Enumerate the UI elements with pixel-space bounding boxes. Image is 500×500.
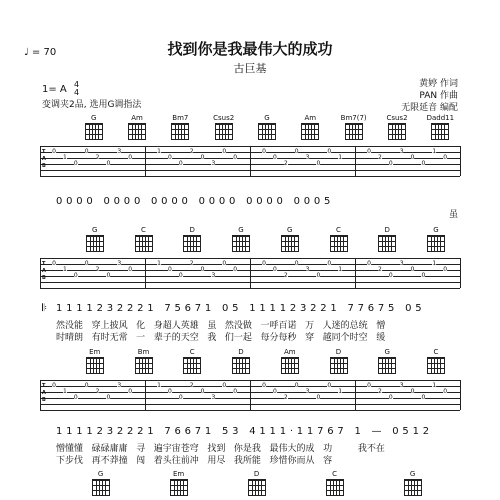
chord-name: D [335, 348, 342, 356]
fret-number: 0 [410, 154, 415, 161]
fret-number: 0 [327, 382, 332, 389]
chord-name: Em [172, 470, 185, 478]
chord-name: Am [283, 348, 296, 356]
fret-number: 0 [272, 154, 277, 161]
chord-diagram [427, 235, 445, 252]
system-1-rest-line: 0 0 0 0 0 0 0 0 0 0 0 0 0 0 0 0 0 0 0 0 0 0 0 5 [56, 196, 331, 207]
artist-name: 古巨基 [233, 62, 267, 75]
fret-number: 0 [84, 148, 89, 155]
bar-line [250, 146, 251, 176]
chord-name: G [90, 114, 97, 122]
tab-string-line [40, 176, 460, 177]
chord-name: C [433, 348, 439, 356]
system-2-lyrics-verse-1: 然没能 穿上披风 化 身超人英雄 虽 然没做 一呼百诺 万 人迷的总统 憎 [56, 321, 386, 331]
fret-number: 0 [294, 382, 299, 389]
fret-number: 0 [178, 160, 183, 167]
fret-number: 2 [377, 266, 382, 273]
bar-line [145, 146, 146, 176]
composer-credit: PAN 作曲 [419, 91, 458, 101]
tab-clef: T A B [42, 261, 46, 281]
bar-line [355, 380, 356, 410]
fret-number: 0 [316, 394, 321, 401]
chord-diagram [128, 123, 146, 140]
fret-number: 2 [377, 388, 382, 395]
chord-name: D [384, 226, 390, 234]
chord-name: Bm [137, 348, 150, 356]
fret-number: 2 [95, 154, 100, 161]
chord-diagram [248, 479, 266, 496]
chord-name: C [336, 226, 341, 234]
fret-number: 1 [432, 382, 437, 389]
fret-number: 2 [95, 266, 100, 273]
system-2-notes: 1 1 1 1 2 3 2 2 2 1 7 5 6 7 1 0 5 1 1 1 1 2 3 2 2 1 7 7 6 7 5 0 5 [56, 303, 422, 314]
fret-number: 0 [262, 382, 266, 389]
fret-number: 0 [52, 260, 56, 267]
fret-number: 0 [106, 394, 111, 401]
fret-number: 2 [283, 160, 288, 167]
fret-number: 0 [233, 388, 238, 395]
fret-number: 2 [283, 394, 288, 401]
fret-number: 0 [388, 160, 393, 167]
chord-diagram [378, 357, 396, 374]
fret-number: 1 [338, 266, 343, 273]
fret-number: 3 [305, 388, 310, 395]
fret-number: 0 [421, 272, 426, 279]
fret-number: 0 [367, 148, 371, 155]
fret-number: 0 [388, 394, 393, 401]
fret-number: 0 [106, 160, 111, 167]
chord-diagram [92, 479, 110, 496]
fret-number: 1 [157, 382, 161, 389]
chord-name: Em [89, 348, 101, 356]
fret-number: 0 [294, 148, 299, 155]
chord-name: G [92, 226, 98, 234]
fret-number: 0 [294, 260, 299, 267]
fret-number: 0 [272, 388, 277, 395]
repeat-start-sign: 𝄆 [42, 303, 47, 314]
chord-diagram [326, 479, 344, 496]
fret-number: 3 [399, 260, 404, 267]
chord-diagram [232, 235, 250, 252]
fret-number: 0 [200, 388, 205, 395]
fret-number: 2 [189, 382, 194, 389]
chord-diagram [378, 235, 396, 252]
time-signature-top: 4 [73, 80, 80, 89]
fret-number: 0 [421, 394, 426, 401]
chord-diagram [345, 123, 363, 140]
system-2-lyrics-verse-2: 时晴朗 有时无常 一 辈子的天空 我 们一起 每分每秒 穿 越同个时空 缓 [56, 333, 386, 343]
chord-name: G [433, 226, 439, 234]
bar-line [40, 258, 41, 288]
time-signature-bottom: 4 [73, 88, 80, 97]
chord-name: Dadd11 [426, 114, 455, 122]
chord-name: D [189, 226, 195, 234]
fret-number: 0 [167, 154, 172, 161]
chord-diagram [281, 235, 299, 252]
fret-number: 2 [189, 260, 194, 267]
system-3-lyrics-verse-1: 憎懂懂 碌碌庸庸 寻 遍宇宙苍穹 找到 你是我 最伟大的成 功 我不在 [56, 444, 385, 454]
fret-number: 0 [167, 266, 172, 273]
chord-name: G [97, 470, 104, 478]
fret-number: 0 [200, 266, 205, 273]
system-3-notes: 1 1 1 1 2 3 2 2 2 1 7 6 6 7 1 5 3 4 1 1 1 · 1 1 7 6 7 1 — 0 5 1 2 [56, 426, 430, 437]
fret-number: 2 [189, 148, 194, 155]
chord-diagram [404, 479, 422, 496]
chord-diagram [330, 357, 348, 374]
chord-diagram [431, 123, 449, 140]
chord-name: D [238, 348, 244, 356]
fret-number: 1 [432, 148, 437, 155]
chord-diagram [135, 235, 153, 252]
tempo-marking: ♩ = 70 [24, 47, 57, 58]
bar-line [40, 380, 41, 410]
system-3-lyrics-verse-2: 下步伐 再不莽撞 闯 着头往前冲 用尽 我所能 珍惜你而从 容 [56, 456, 333, 466]
fret-number: 0 [52, 382, 56, 389]
key-signature [42, 81, 79, 97]
tab-clef: T A B [42, 383, 46, 403]
fret-number: 3 [211, 394, 216, 401]
chord-name: C [189, 348, 195, 356]
time-signature [74, 81, 79, 97]
chord-name: Csus2 [386, 114, 408, 122]
fret-number: 0 [73, 160, 78, 167]
fret-number: 0 [128, 266, 133, 273]
fret-number: 0 [200, 154, 205, 161]
chord-diagram [258, 123, 276, 140]
chord-diagram [183, 235, 201, 252]
fret-number: 0 [316, 272, 321, 279]
fret-number: 0 [128, 388, 133, 395]
tab-clef: T A B [42, 149, 46, 169]
chord-diagram [183, 357, 201, 374]
fret-number: 1 [157, 260, 161, 267]
chord-diagram [86, 357, 104, 374]
chord-name: C [141, 226, 146, 234]
fret-number: 0 [443, 266, 448, 273]
song-title: 找到你是我最伟大的成功 [167, 40, 333, 58]
chord-diagram [86, 235, 104, 252]
fret-number: 0 [222, 382, 227, 389]
chord-name: G [264, 114, 270, 122]
fret-number: 2 [377, 154, 382, 161]
fret-number: 0 [84, 260, 89, 267]
fret-number: 2 [283, 272, 288, 279]
fret-number: 3 [117, 260, 122, 267]
fret-number: 0 [410, 388, 415, 395]
bar-line [460, 146, 461, 176]
bar-line [250, 380, 251, 410]
fret-number: 0 [410, 266, 415, 273]
fret-number: 0 [167, 388, 172, 395]
fret-number: 0 [262, 148, 266, 155]
chord-diagram [135, 357, 153, 374]
fret-number: 1 [62, 266, 67, 273]
bar-line [145, 380, 146, 410]
lyricist-credit: 黄婷 作词 [419, 79, 458, 89]
capo-note: 变调夹2品, 选用G调指法 [42, 100, 142, 110]
fret-number: 1 [62, 154, 67, 161]
chord-name: Bm7(7) [340, 114, 367, 122]
fret-number: 0 [178, 272, 183, 279]
fret-number: 3 [399, 148, 404, 155]
fret-number: 0 [272, 266, 277, 273]
chord-diagram [215, 123, 233, 140]
chord-diagram [170, 479, 188, 496]
bar-line [460, 258, 461, 288]
bar-line [145, 258, 146, 288]
fret-number: 0 [233, 154, 238, 161]
fret-number: 0 [421, 160, 426, 167]
fret-number: 0 [367, 260, 371, 267]
chord-name: G [409, 470, 416, 478]
chord-diagram [330, 235, 348, 252]
chord-diagram [171, 123, 189, 140]
chord-name: Csus2 [213, 114, 235, 122]
chord-name: Bm7 [172, 114, 189, 122]
fret-number: 0 [367, 382, 371, 389]
fret-number: 1 [432, 260, 437, 267]
fret-number: 0 [388, 272, 393, 279]
chord-name: G [238, 226, 244, 234]
fret-number: 3 [305, 154, 310, 161]
chord-diagram [388, 123, 406, 140]
chord-diagram [427, 357, 445, 374]
chord-name: C [332, 470, 338, 478]
fret-number: 0 [327, 260, 332, 267]
chord-name: D [253, 470, 260, 478]
bar-line [250, 258, 251, 288]
fret-number: 0 [222, 260, 227, 267]
fret-number: 0 [443, 154, 448, 161]
fret-number: 3 [305, 266, 310, 273]
fret-number: 0 [327, 148, 332, 155]
fret-number: 0 [73, 272, 78, 279]
key-label: 1= A [42, 84, 67, 95]
fret-number: 3 [211, 160, 216, 167]
fret-number: 0 [128, 154, 133, 161]
fret-number: 0 [73, 394, 78, 401]
bar-line [355, 258, 356, 288]
fret-number: 0 [233, 266, 238, 273]
chord-diagram [301, 123, 319, 140]
bar-line [460, 380, 461, 410]
bar-line [40, 146, 41, 176]
chord-name: G [287, 226, 293, 234]
fret-number: 1 [62, 388, 67, 395]
tab-string-line [40, 410, 460, 411]
system-1-pickup-lyric: 虽 [448, 210, 458, 220]
chord-diagram [85, 123, 103, 140]
fret-number: 3 [399, 382, 404, 389]
fret-number: 2 [95, 388, 100, 395]
fret-number: 0 [52, 148, 56, 155]
chord-diagram [232, 357, 250, 374]
fret-number: 1 [338, 154, 343, 161]
chord-name: Am [304, 114, 317, 122]
fret-number: 0 [316, 160, 321, 167]
arranger-credit: 无限延音 编配 [401, 103, 458, 113]
fret-number: 1 [338, 388, 343, 395]
fret-number: 0 [178, 394, 183, 401]
fret-number: 0 [443, 388, 448, 395]
fret-number: 0 [84, 382, 89, 389]
fret-number: 0 [222, 148, 227, 155]
chord-diagram [281, 357, 299, 374]
fret-number: 1 [157, 148, 161, 155]
fret-number: 3 [211, 272, 216, 279]
fret-number: 3 [117, 148, 122, 155]
bar-line [355, 146, 356, 176]
tab-string-line [40, 288, 460, 289]
fret-number: 0 [106, 272, 111, 279]
fret-number: 0 [262, 260, 266, 267]
chord-name: Am [131, 114, 143, 122]
fret-number: 3 [117, 382, 122, 389]
chord-name: G [384, 348, 390, 356]
